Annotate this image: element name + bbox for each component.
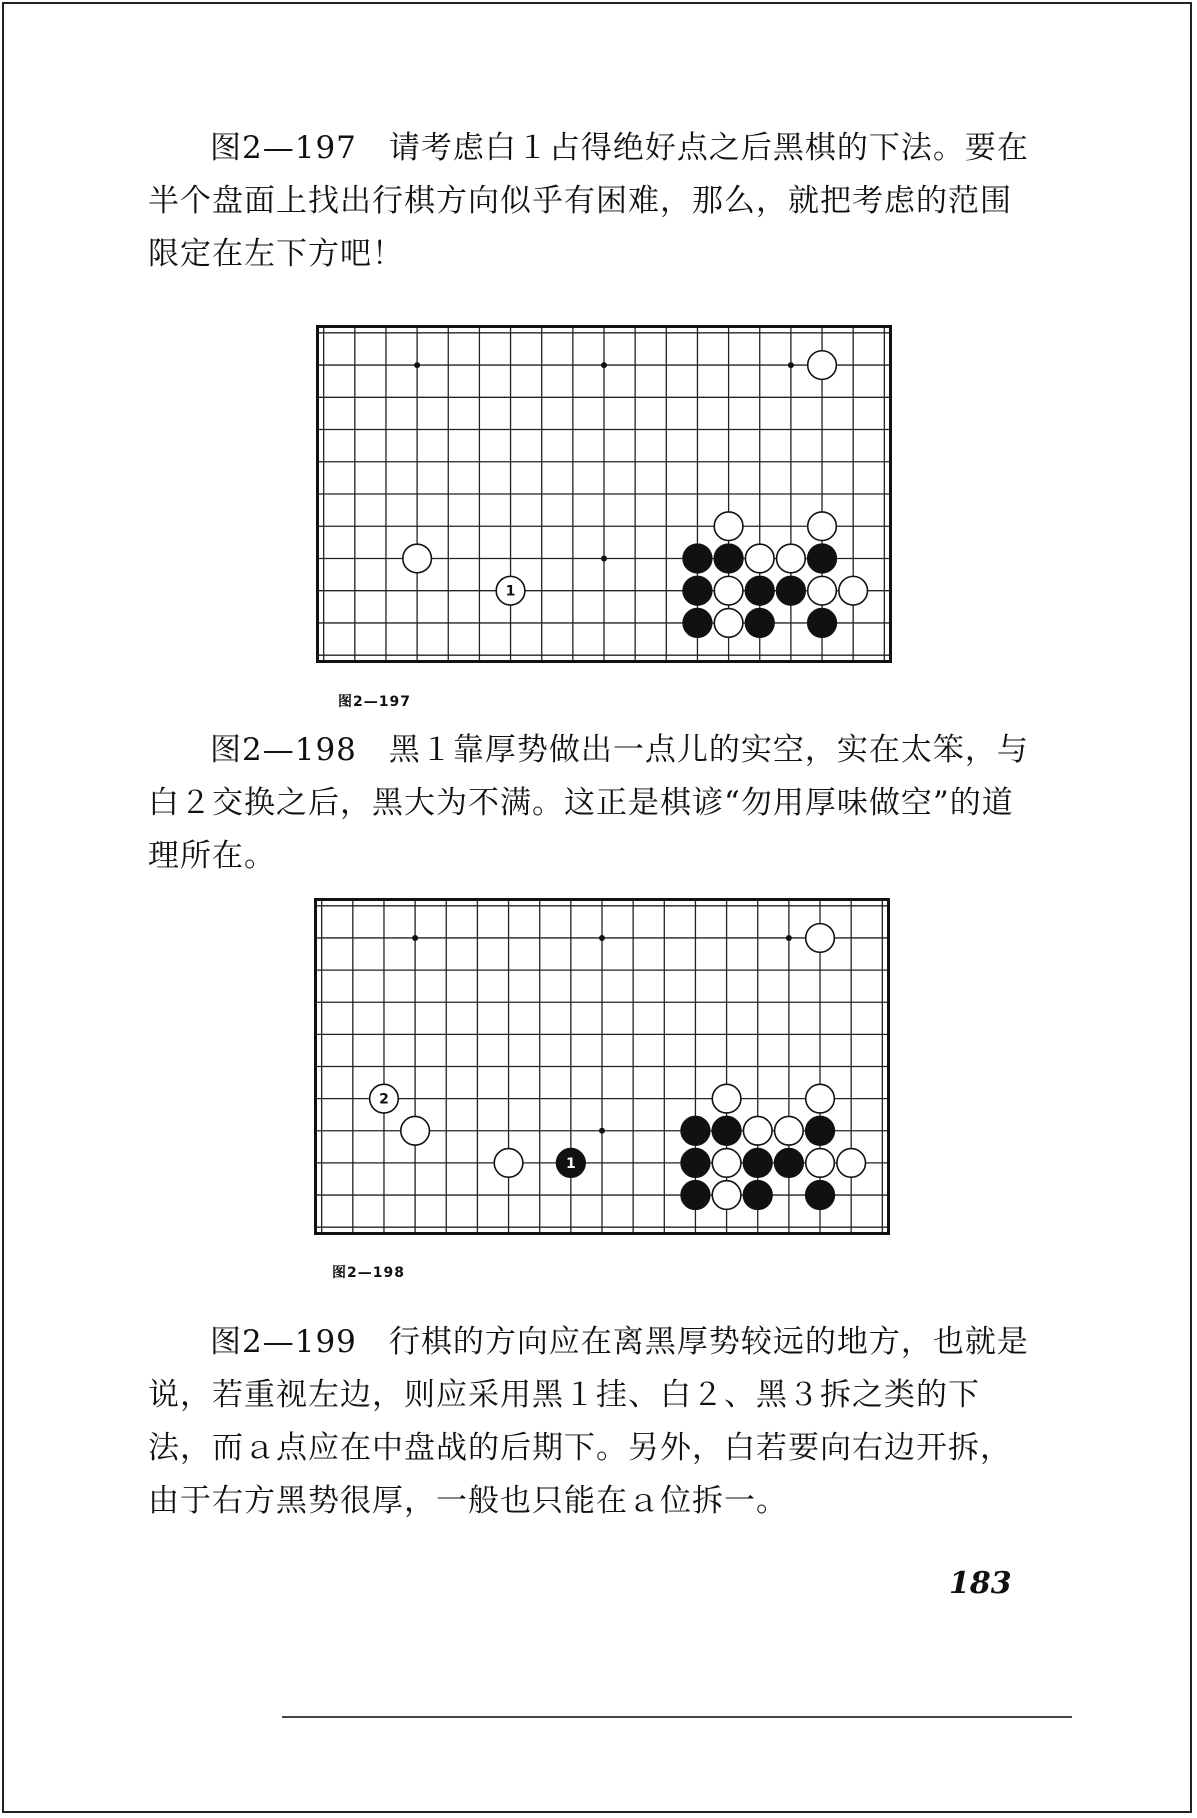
white-stone — [714, 512, 743, 541]
black-stone — [806, 1116, 835, 1145]
black-stone — [777, 576, 806, 605]
star-point — [788, 362, 794, 368]
white-stone — [712, 1181, 741, 1210]
white-stone — [712, 1084, 741, 1113]
go-board-diagram-198 — [314, 898, 890, 1235]
star-point — [412, 935, 418, 941]
black-stone — [743, 1149, 772, 1178]
black-stone — [714, 544, 743, 573]
stone-move-label: 1 — [505, 583, 516, 600]
black-stone — [681, 1116, 710, 1145]
board-svg-198 — [317, 901, 887, 1232]
black-stone — [683, 544, 712, 573]
white-stone — [808, 512, 837, 541]
white-stone — [839, 576, 868, 605]
white-stone — [806, 1149, 835, 1178]
stone-move-label: 1 — [565, 1155, 576, 1172]
white-stone — [745, 544, 774, 573]
black-stone — [806, 1181, 835, 1210]
black-stone — [808, 609, 837, 638]
paragraph-fig-199: 图2—199 行棋的方向应在离黑厚势较远的地方，也就是说，若重视左边，则应采用黑１挂、白２、黑３拆之类的下法，而ａ点应在中盘战的后期下。另外，白若要向右边开拆，由于右方黑势很厚，一般也只能在ａ位拆一。 — [148, 1324, 1029, 1519]
white-stone — [401, 1116, 430, 1145]
white-stone — [714, 576, 743, 605]
star-point — [599, 935, 605, 941]
star-point — [414, 362, 420, 368]
star-point — [599, 1128, 605, 1134]
white-stone — [777, 544, 806, 573]
black-stone — [683, 576, 712, 605]
white-stone — [808, 576, 837, 605]
paragraph-fig-197: 图2—197 请考虑白１占得绝好点之后黑棋的下法。要在半个盘面上找出行棋方向似乎有困难，那么，就把考虑的范围限定在左下方吧！ — [148, 130, 1029, 272]
white-stone — [743, 1116, 772, 1145]
black-stone — [681, 1181, 710, 1210]
black-stone — [808, 544, 837, 573]
black-stone — [681, 1149, 710, 1178]
black-stone — [743, 1181, 772, 1210]
white-stone — [712, 1149, 741, 1178]
black-stone — [775, 1149, 804, 1178]
white-stone — [714, 609, 743, 638]
footer-rule — [282, 1716, 1072, 1718]
white-stone — [775, 1116, 804, 1145]
board-svg-197 — [319, 328, 889, 660]
black-stone — [683, 609, 712, 638]
stone-move-label: 2 — [379, 1091, 389, 1108]
go-board-diagram-197 — [316, 325, 892, 663]
star-point — [786, 935, 792, 941]
black-stone — [712, 1116, 741, 1145]
white-stone — [837, 1149, 866, 1178]
white-stone — [806, 1084, 835, 1113]
black-stone — [745, 576, 774, 605]
paragraph-fig-198: 图2—198 黑１靠厚势做出一点儿的实空，实在太笨，与白２交换之后，黑大为不满。这正是棋谚“勿用厚味做空”的道理所在。 — [148, 732, 1029, 874]
star-point — [601, 555, 607, 561]
star-point — [601, 362, 607, 368]
caption-fig-198: 图2—198 — [332, 1265, 405, 1281]
white-stone — [494, 1149, 523, 1178]
black-stone — [745, 609, 774, 638]
white-stone — [808, 351, 837, 380]
page-number: 183 — [949, 1566, 1012, 1601]
white-stone — [806, 924, 835, 953]
caption-fig-197: 图2—197 — [338, 694, 411, 710]
white-stone — [403, 544, 432, 573]
